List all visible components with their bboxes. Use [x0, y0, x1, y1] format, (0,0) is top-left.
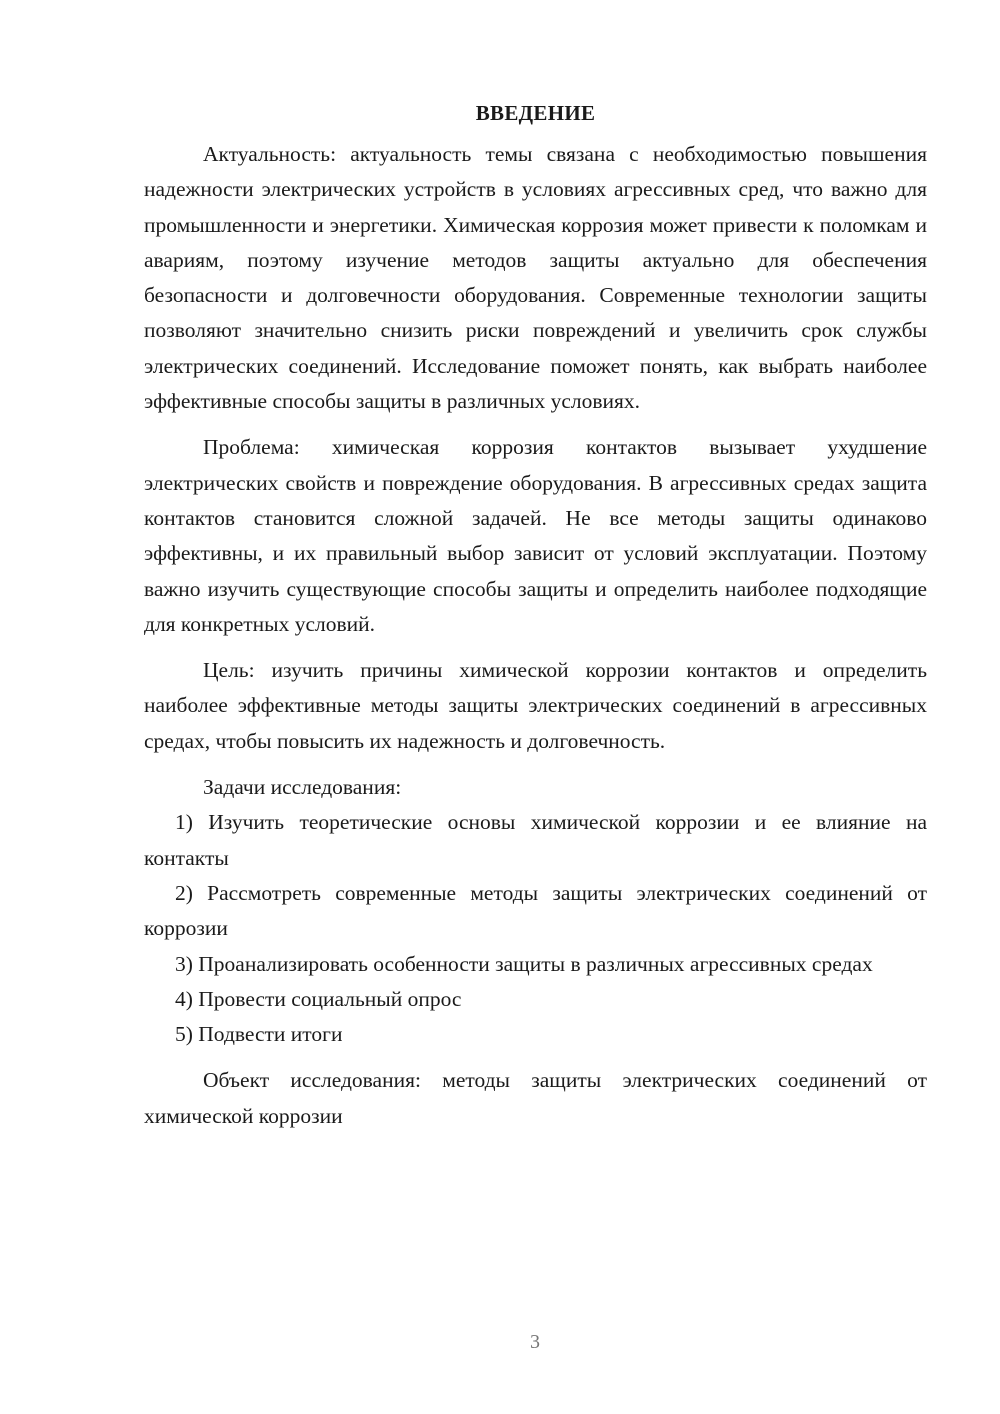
task-item-3: 3) Проанализировать особенности защиты в различных агрессивных средах — [175, 951, 873, 976]
task-item-4: 4) Провести социальный опрос — [175, 986, 462, 1011]
task-item-5: 5) Подвести итоги — [175, 1022, 343, 1047]
tasks-list — [144, 805, 927, 1052]
task-item-1: 1) Изучить теоретические основы химической коррозии и ее влияние на контакты — [144, 810, 927, 870]
page-title: ВВЕДЕНИЕ — [475, 101, 596, 125]
task-item-2: 2) Рассмотреть современные методы защиты электрических соединений от коррозии — [144, 880, 927, 941]
goal-paragraph: Цель: изучить причины химической коррозии контактов и определить наиболее эффективные методы защиты электрических соединений в агрессивных средах, чтобы повысить их надежность и долговечность. — [144, 658, 927, 753]
document-page — [144, 96, 927, 1134]
tasks-heading: Задачи исследования: — [203, 775, 402, 800]
page-number: 3 — [530, 1331, 540, 1353]
object-paragraph: Объект исследования: методы защиты электрических соединений от химической коррозии — [144, 1068, 927, 1128]
relevance-paragraph: Актуальность: актуальность темы связана с необходимостью повышения надежности электрических устройств в условиях агрессивных сред, что важно для промышленности и энергетики. Химическая коррозия может привести к поломкам и авариям, поэтому изучение методов защиты актуально для обеспечения безопасности и долговечности оборудования. Современные технологии защиты позволяют значительно снизить риски повреждений и увеличить срок службы электрических соединений. Исследование поможет понять, как выбрать наиболее эффективные способы защиты в различных условиях. — [144, 142, 927, 414]
problem-paragraph: Проблема: химическая коррозия контактов вызывает ухудшение электрических свойств и повреждение оборудования. В агрессивных средах защита контактов становится сложной задачей. Не все методы защиты одинаково эффективны, и их правильный выбор зависит от условий эксплуатации. Поэтому важно изучить существующие способы защиты и определить наиболее подходящие для конкретных условий. — [144, 435, 927, 636]
